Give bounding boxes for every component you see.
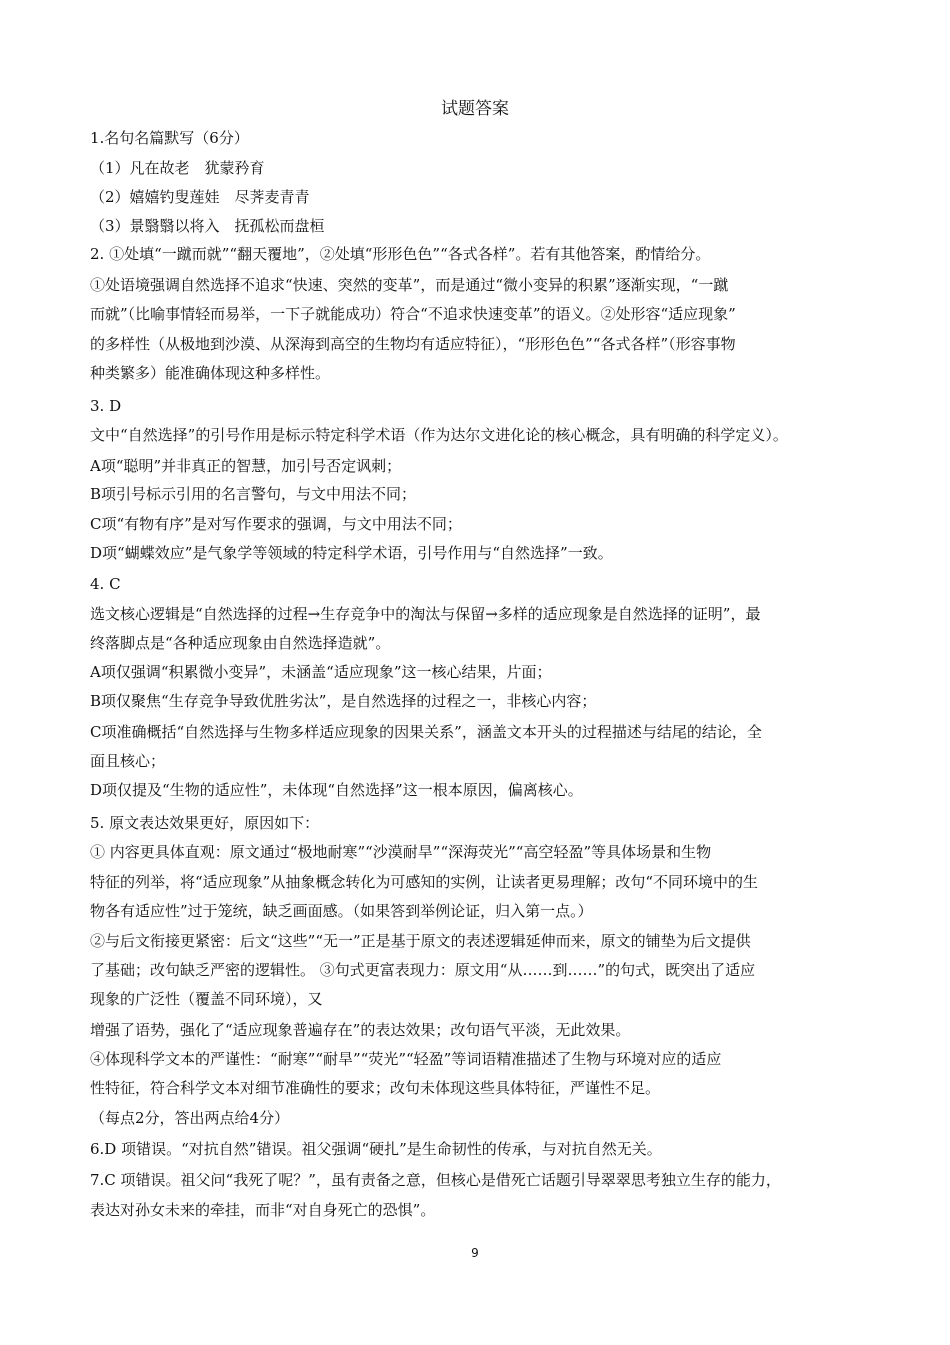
text-line: 物各有适应性”过于笼统，缺乏画面感。（如果答到举例论证，归入第一点。） [90, 902, 593, 920]
text-line: C项“有物有序”是对写作要求的强调，与文中用法不同； [90, 515, 462, 533]
text-line: A项“聪明”并非真正的智慧，加引号否定讽刺； [90, 457, 402, 475]
text-line: 7.C 项错误。祖父问“我死了呢？”，虽有责备之意，但核心是借死亡话题引导翠翠思考独立生存的能力， [90, 1171, 781, 1189]
text-line: 表达对孙女未来的牵挂，而非“对自身死亡的恐惧”。 [90, 1201, 436, 1219]
text-line: B项引号标示引用的名言警句，与文中用法不同； [90, 485, 417, 503]
text-line: ① 内容更具体直观：原文通过“极地耐寒”“沙漠耐旱”“深海荧光”“高空轻盈”等具体场景和生物 [90, 843, 712, 861]
text-line: B项仅聚焦“生存竞争导致优胜劣汰”，是自然选择的过程之一，非核心内容； [90, 692, 597, 710]
text-line: 了基础；改句缺乏严密的逻辑性。 ③句式更富表现力：原文用“从……到……”的句式，既突出了适应 [90, 961, 756, 979]
text-line: 4. C [90, 575, 121, 593]
text-line: （2）嬉嬉钓叟莲娃 尽荠麦青青 [90, 188, 310, 206]
text-line: 特征的列举，将“适应现象”从抽象概念转化为可感知的实例，让读者更易理解；改句“不同环境中的生 [90, 873, 759, 891]
text-line: 而就”（比喻事情轻而易举，一下子就能成功）符合“不追求快速变革”的语义。②处形容“适应现象” [90, 305, 736, 323]
text-line: （1）凡在故老 犹蒙矜育 [90, 159, 265, 177]
text-line: 的多样性（从极地到沙漠、从深海到高空的生物均有适应特征），“形形色色”“各式各样”（形容事物 [90, 335, 736, 353]
text-line: 2. ①处填“一蹴而就”“翻天覆地”，②处填“形形色色”“各式各样”。若有其他答案，酌情给分。 [90, 245, 711, 263]
text-line: 3. D [90, 397, 122, 415]
text-line: 1.名句名篇默写（6分） [90, 129, 249, 147]
page-title: 试题答案 [441, 99, 509, 119]
text-line: 终落脚点是“各种适应现象由自然选择造就”。 [90, 634, 391, 652]
text-line: 选文核心逻辑是“自然选择的过程→生存竞争中的淘汰与保留→多样的适应现象是自然选择的证明”，最 [90, 605, 761, 623]
text-line: （每点2分，答出两点给4分） [90, 1109, 290, 1127]
text-line: ④体现科学文本的严谨性：“耐寒”“耐旱”“荧光”“轻盈”等词语精准描述了生物与环境对应的适应 [90, 1050, 722, 1068]
text-line: C项准确概括“自然选择与生物多样适应现象的因果关系”，涵盖文本开头的过程描述与结尾的结论，全 [90, 723, 762, 741]
text-line: （3）景翳翳以将入 抚孤松而盘桓 [90, 217, 325, 235]
text-line: 面且核心； [90, 752, 166, 770]
text-line: 6.D 项错误。“对抗自然”错误。祖父强调“硬扎”是生命韧性的传承，与对抗自然无关。 [90, 1140, 662, 1158]
text-line: 文中“自然选择”的引号作用是标示特定科学术语（作为达尔文进化论的核心概念，具有明确的科学定义）。 [90, 426, 788, 444]
text-line: A项仅强调“积累微小变异”，未涵盖“适应现象”这一核心结果，片面； [90, 663, 552, 681]
text-line: D项“蝴蝶效应”是气象学等领域的特定科学术语，引号作用与“自然选择”一致。 [90, 544, 613, 562]
text-line: 5. 原文表达效果更好，原因如下： [90, 814, 320, 832]
page-number: 9 [471, 1246, 479, 1260]
text-line: D项仅提及“生物的适应性”，未体现“自然选择”这一根本原因，偏离核心。 [90, 781, 583, 799]
text-line: 现象的广泛性（覆盖不同环境），又 [90, 990, 323, 1008]
text-line: 性特征，符合科学文本对细节准确性的要求；改句未体现这些具体特征，严谨性不足。 [90, 1079, 661, 1097]
text-line: 种类繁多）能准确体现这种多样性。 [90, 364, 331, 382]
text-line: ①处语境强调自然选择不追求“快速、突然的变革”，而是通过“微小变异的积累”逐渐实现，“一蹴 [90, 276, 729, 294]
text-line: ②与后文衔接更紧密：后文“这些”“无一”正是基于原文的表述逻辑延伸而来，原文的铺垫为后文提供 [90, 932, 751, 950]
text-line: 增强了语势，强化了“适应现象普遍存在”的表达效果；改句语气平淡，无此效果。 [90, 1021, 631, 1039]
